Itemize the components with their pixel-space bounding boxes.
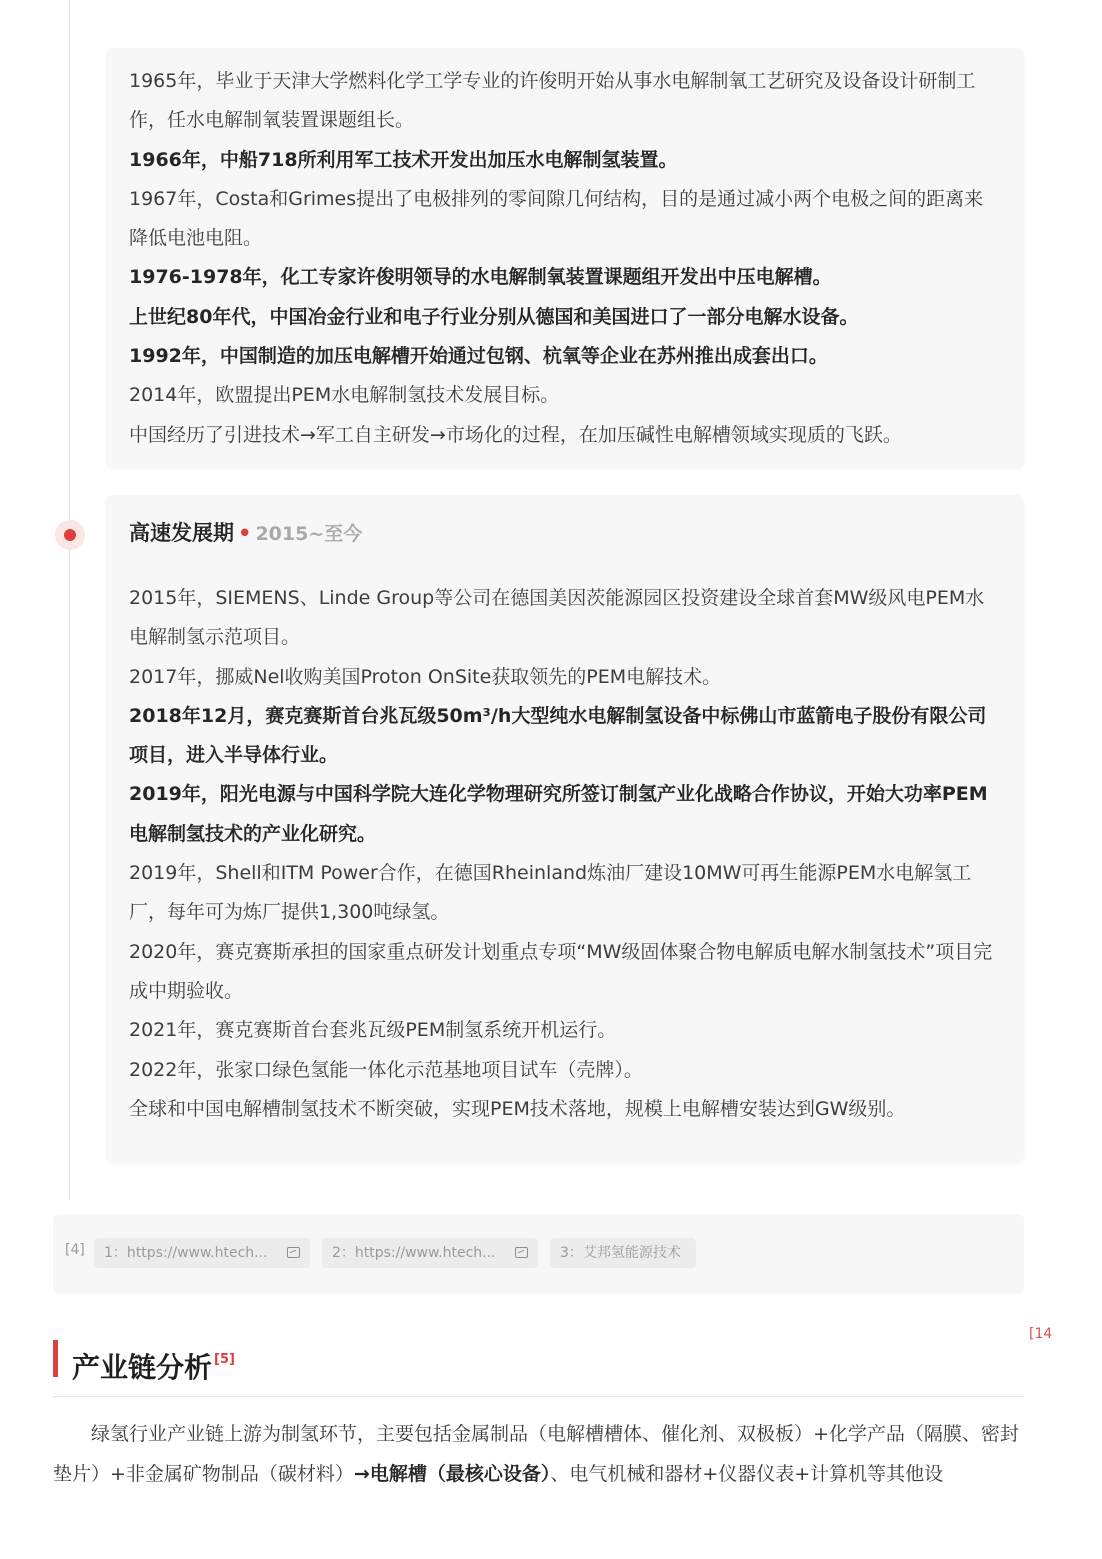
reference-chip-2[interactable] xyxy=(322,1238,538,1268)
references-label: [4] xyxy=(65,1242,85,1258)
timeline-entry: 2021年，赛克赛斯首台套兆瓦级PEM制氢系统开机运行。 xyxy=(129,1019,617,1042)
timeline-entry: 上世纪80年代，中国冶金行业和电子行业分别从德国和美国进口了一部分电解水设备。 xyxy=(129,305,859,328)
phase1-entries xyxy=(129,62,1002,455)
paragraph-part2: 、电气机械和器材+仪器仪表+计算机等其他设 xyxy=(550,1462,944,1485)
timeline-entry: 2015年，SIEMENS、Linde Group等公司在德国美因茨能源园区投资建设全球首套MW级风电PEM水电解制氢示范项目。 xyxy=(129,587,985,649)
reference-chip-1[interactable] xyxy=(94,1238,310,1268)
phase2-title: 高速发展期 xyxy=(129,521,234,545)
timeline-entry: 1965年，毕业于天津大学燃料化学工学专业的许俊明开始从事水电解制氧工艺研究及设备设计研制工作，任水电解制氧装置课题组长。 xyxy=(129,70,976,132)
side-reference-link[interactable]: [14 xyxy=(1029,1326,1053,1342)
section-accent-bar xyxy=(53,1340,58,1377)
timeline-dot-icon xyxy=(55,520,85,550)
timeline-dot-inner xyxy=(64,529,76,541)
timeline-entry: 2019年，Shell和ITM Power合作，在德国Rheinland炼油厂建设10MW可再生能源PEM水电解氢工厂，每年可为炼厂提供1,300吨绿氢。 xyxy=(129,862,972,924)
reference-chip-3[interactable] xyxy=(550,1238,696,1268)
timeline-entry: 2019年，阳光电源与中国科学院大连化学物理研究所签订制氢产业化战略合作协议，开始大功率PEM电解制氢技术的产业化研究。 xyxy=(129,783,988,845)
section-divider xyxy=(53,1396,1024,1397)
timeline-entry: 2014年，欧盟提出PEM水电解制氢技术发展目标。 xyxy=(129,384,560,407)
timeline-entry: 中国经历了引进技术→军工自主研发→市场化的过程，在加压碱性电解槽领域实现质的飞跃。 xyxy=(129,423,902,446)
timeline-entry: 1966年，中船718所利用军工技术开发出加压水电解制氢装置。 xyxy=(129,148,678,171)
timeline-entry: 1967年，Costa和Grimes提出了电极排列的零间隙几何结构，目的是通过减小两个电极之间的距离来降低电池电阻。 xyxy=(129,187,984,250)
phase2-separator: • xyxy=(238,521,252,545)
reference-chip-2-text: 2：https://www.htech... xyxy=(332,1245,496,1261)
industry-chain-paragraph xyxy=(53,1415,1028,1494)
reference-chip-3-text: 3：艾邦氢能源技术 xyxy=(560,1245,681,1261)
section-citation-link[interactable]: [5] xyxy=(214,1352,235,1367)
phase2-header xyxy=(129,517,362,550)
image-link-icon xyxy=(515,1247,528,1258)
section-title xyxy=(72,1338,235,1390)
timeline-entry: 1992年，中国制造的加压电解槽开始通过包钢、杭氧等企业在苏州推出成套出口。 xyxy=(129,345,828,368)
timeline-card-phase1 xyxy=(106,48,1024,468)
timeline-entry: 2022年，张家口绿色氢能一体化示范基地项目试车（壳牌）。 xyxy=(129,1058,643,1081)
timeline-entry: 2018年12月，赛克赛斯首台兆瓦级50m³/h大型纯水电解制氢设备中标佛山市蓝箭电子股份有限公司项目，进入半导体行业。 xyxy=(129,704,987,767)
references-bar xyxy=(53,1214,1024,1294)
timeline-entry: 1976-1978年，化工专家许俊明领导的水电解制氧装置课题组开发出中压电解槽。 xyxy=(129,266,832,289)
timeline-card-phase2 xyxy=(106,495,1024,1163)
reference-chip-1-text: 1：https://www.htech... xyxy=(104,1245,268,1261)
image-link-icon xyxy=(287,1247,300,1258)
section-title-text: 产业链分析 xyxy=(72,1351,213,1384)
phase2-entries xyxy=(129,579,1002,1129)
timeline-entry: 2017年，挪威Nel收购美国Proton OnSite获取领先的PEM电解技术。 xyxy=(129,665,722,688)
timeline-entry: 全球和中国电解槽制氢技术不断突破，实现PEM技术落地，规模上电解槽安装达到GW级别。 xyxy=(129,1097,906,1120)
timeline-line xyxy=(69,0,70,1200)
paragraph-bold: →电解槽（最核心设备） xyxy=(353,1462,551,1485)
paragraph-part1: 绿氢行业产业链上游为制氢环节，主要包括金属制品（电解槽槽体、催化剂、双极板）+化学产品（隔膜、密封垫片）+非金属矿物制品（碳材料） xyxy=(53,1423,1019,1485)
phase2-period: 2015~至今 xyxy=(255,523,363,545)
timeline-entry: 2020年，赛克赛斯承担的国家重点研发计划重点专项“MW级固体聚合物电解质电解水制氢技术”项目完成中期验收。 xyxy=(129,940,993,1002)
